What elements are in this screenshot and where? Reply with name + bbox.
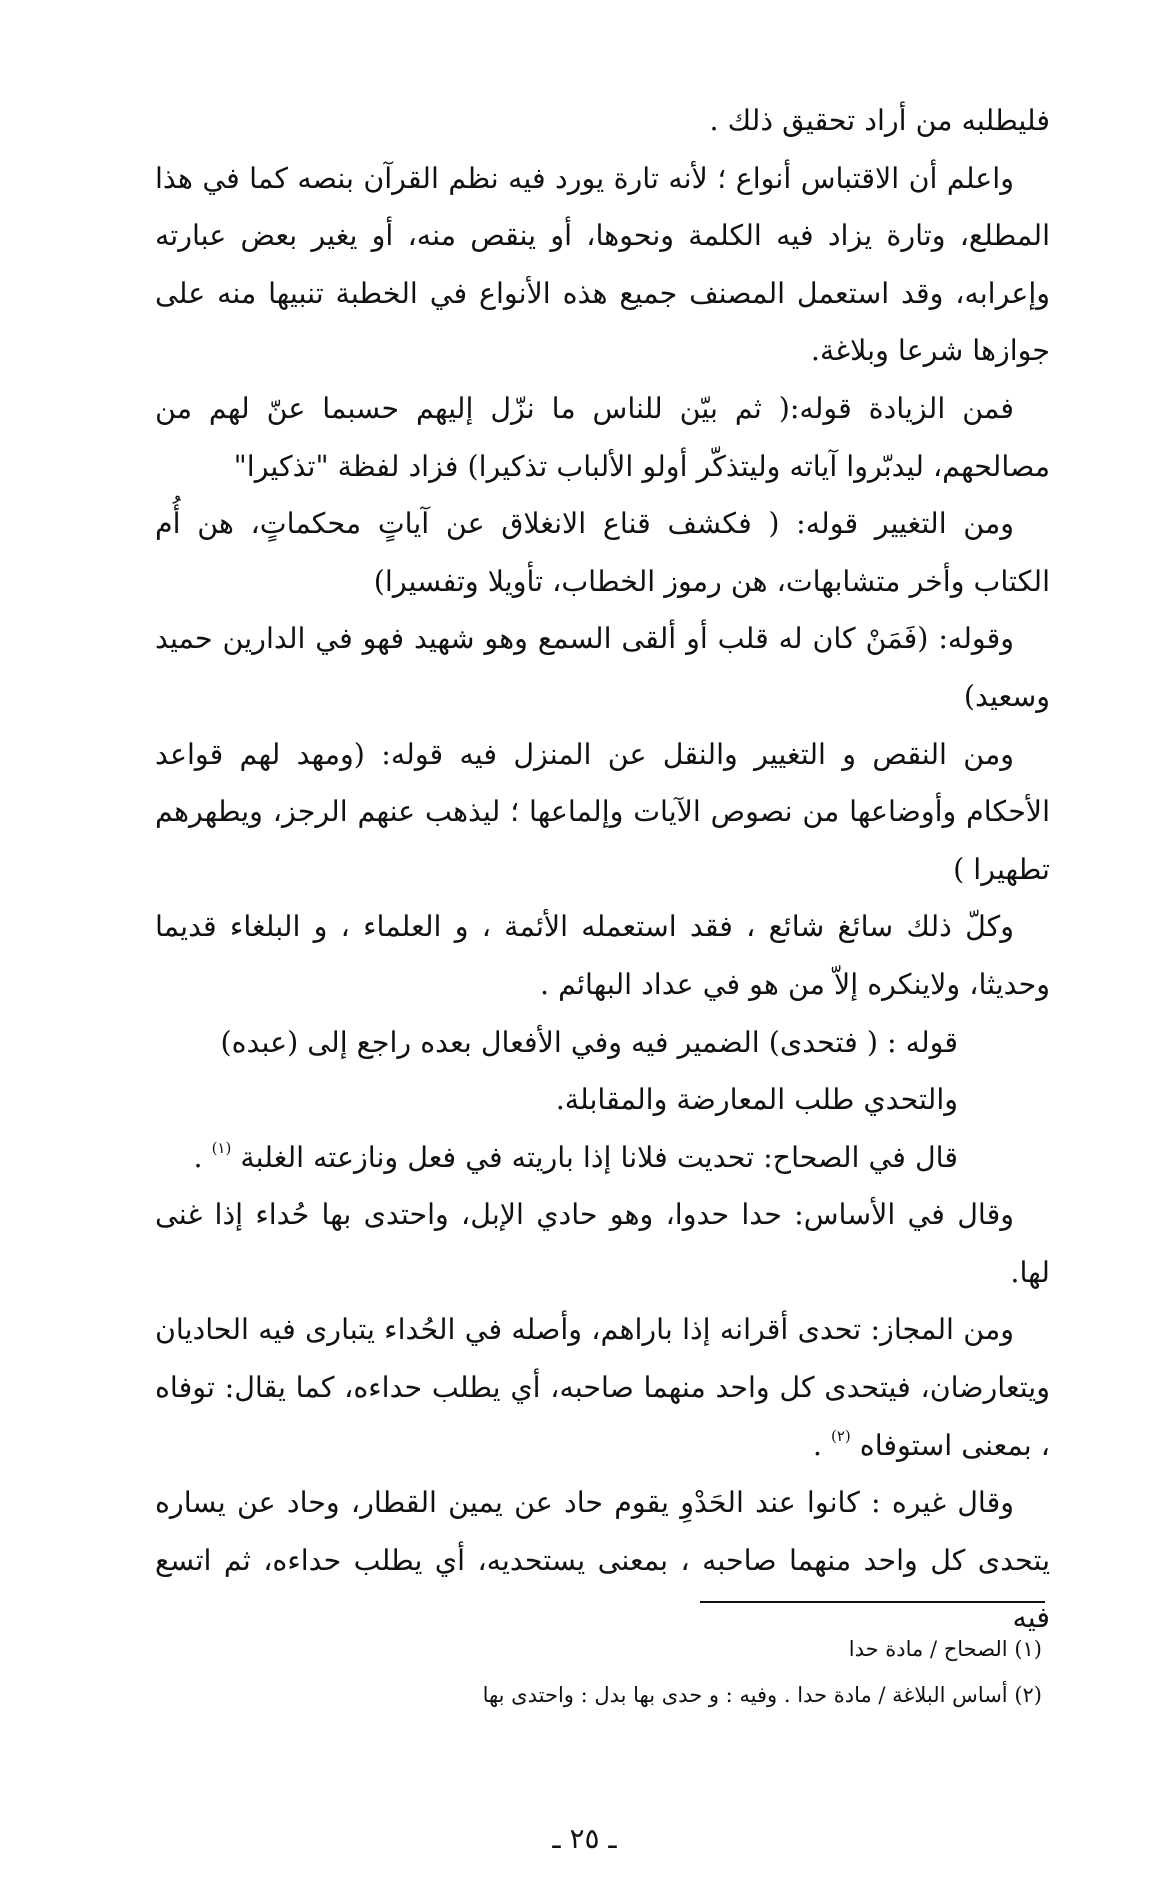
paragraph-text: ومن المجاز: تحدى أقرانه إذا باراهم، وأصله في الحُداء يتبارى فيه الحاديان ويتعارضان، فيتحدى كل واحد منهما صاحبه، أي يطلب حداءه، كما يقال: توفاه ، بمعنى استوفاه — [155, 1313, 1050, 1462]
paragraph: وقال في الأساس: حدا حدوا، وهو حادي الإبل، واحتدى بها حُداء إذا غنى لها. — [155, 1198, 1050, 1289]
main-text — [155, 92, 1050, 1647]
page-number: ـ ٢٥ ـ — [552, 1822, 617, 1855]
footnote-divider — [700, 1601, 1045, 1603]
footnote-1: (١) الصحاح / مادة حدا — [848, 1637, 1042, 1661]
paragraph: واعلم أن الاقتباس أنواع ؛ لأنه تارة يورد فيه نظم القرآن بنصه كما في هذا المطلع، وتارة يزاد فيه الكلمة ونحوها، أو ينقص منه، أو يغير بعض عبارته وإعرابه، وقد استعمل المصنف جميع هذه الأنواع في الخطبة تنبيها منه على جوازها شرعا وبلاغة. — [155, 161, 1050, 368]
paragraph — [155, 1301, 1050, 1474]
paragraph: والتحدي طلب المعارضة والمقابلة. — [555, 1083, 958, 1117]
paragraph — [155, 1129, 1050, 1187]
paragraph: وقال غيره : كانوا عند الحَدْوِ يقوم حاد عن يمين القطار، وحاد عن يساره يتحدى كل واحد منهما صاحبه ، بمعنى يستحديه، أي يطلب حداءه، ثم اتسع فيه — [155, 1486, 1050, 1635]
paragraph-text: قال في الصحاح: تحديت فلانا إذا باريته في فعل ونازعته الغلبة — [240, 1140, 958, 1174]
footnote-2: (٢) أساس البلاغة / مادة حدا . وفيه : و حدى بها بدل : واحتدى بها — [482, 1683, 1042, 1707]
paragraph: فليطلبه من أراد تحقيق ذلك . — [709, 104, 1050, 137]
footnote-ref-1[interactable]: (١) — [211, 1138, 232, 1157]
period: . — [812, 1428, 822, 1462]
paragraph: وقوله: (فَمَنْ كان له قلب أو ألقى السمع وهو شهيد فهو في الدارين حميد وسعيد) — [155, 622, 1050, 713]
paragraph: ومن النقص و التغيير والنقل عن المنزل فيه قوله: (ومهد لهم قواعد الأحكام وأوضاعها من نصوص الآيات وإلماعها ؛ ليذهب عنهم الرجز، ويطهرهم تطهيرا ) — [155, 737, 1050, 886]
footnotes — [155, 1626, 1042, 1718]
footnote-ref-2[interactable]: (٢) — [830, 1426, 851, 1445]
paragraph: ومن التغيير قوله: ( فكشف قناع الانغلاق عن آياتٍ محكماتٍ، هن أُم الكتاب وأخر متشابهات، هن رموز الخطاب، تأويلا وتفسيرا) — [155, 507, 1050, 598]
paragraph: وكلّ ذلك سائغ شائع ، فقد استعمله الأئمة ، و العلماء ، و البلغاء قديما وحديثا، ولاينكره إلاّ من هو في عداد البهائم . — [155, 910, 1050, 1001]
paragraph: قوله : ( فتحدى) الضمير فيه وفي الأفعال بعده راجع إلى (عبده) — [220, 1025, 958, 1059]
paragraph: فمن الزيادة قوله:( ثم بيّن للناس ما نزّل إليهم حسبما عنّ لهم من مصالحهم، ليدبّروا آياته وليتذكّر أولو الألباب تذكيرا) فزاد لفظة "تذكيرا" — [155, 391, 1050, 483]
period: . — [193, 1140, 203, 1174]
